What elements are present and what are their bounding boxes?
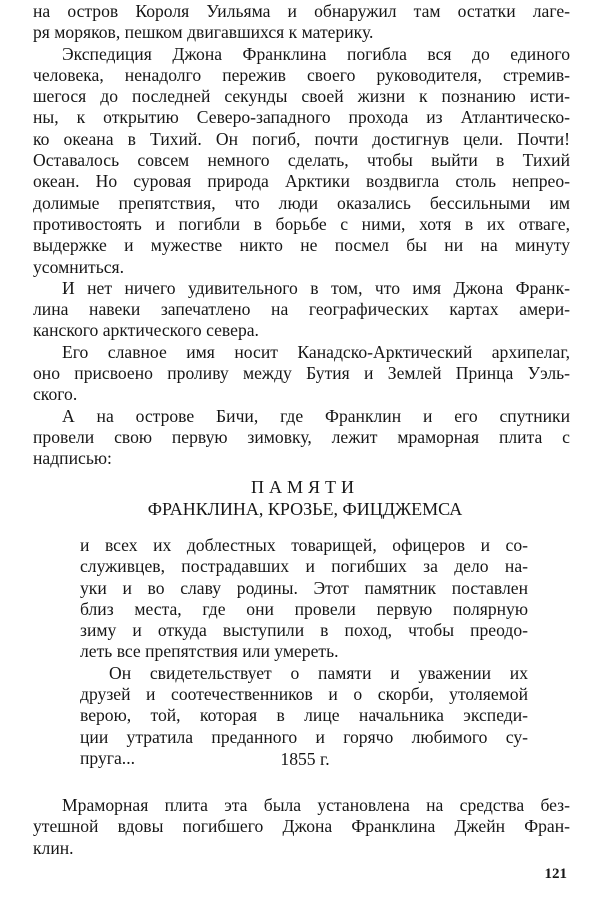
text-line: шегося до последней секунды своей жизни к познанию исти- xyxy=(33,86,570,107)
text-line: долимые препятствия, что люди оказались бессильными им xyxy=(33,192,570,213)
text-line: уки и во славу родины. Этот памятник поставлен xyxy=(80,577,528,598)
inscription-subheading: ФРАНКЛИНА, КРОЗЬЕ, ФИЦДЖЕМСА xyxy=(147,499,463,519)
text-line: провели свою первую зимовку, лежит мраморная плита с xyxy=(33,426,570,447)
text-line: океан. Но суровая природа Арктики воздвигла столь непрео- xyxy=(33,171,570,192)
text-line: надписью: xyxy=(33,448,112,469)
text-line: ны, к открытию Северо-западного прохода из Атлантическо- xyxy=(33,107,570,128)
text-line: ря моряков, пешком двигавшихся к материку. xyxy=(33,22,374,43)
body-text-top xyxy=(33,1,570,470)
inscription-heading: ПАМЯТИ xyxy=(250,477,359,497)
text-line: канского арктического севера. xyxy=(33,320,259,341)
text-line: леть все препятствия или умереть. xyxy=(80,641,339,662)
text-line: выдержке и мужестве никто не посмел бы ни на минуту xyxy=(33,235,570,256)
text-line: Мраморная плита эта была установлена на средства без- xyxy=(62,795,570,815)
text-line: и всех их доблестных товарищей, офицеров и со- xyxy=(80,535,528,555)
text-line: человека, ненадолго пережив своего руководителя, стремив- xyxy=(33,64,570,85)
text-line: ского. xyxy=(33,384,78,405)
text-line: Экспедиция Джона Франклина погибла вся до единого xyxy=(62,43,570,64)
text-line: на остров Короля Уильяма и обнаружил там остатки лаге- xyxy=(33,1,570,21)
text-line: лина навеки запечатлено на географических картах амери- xyxy=(33,299,570,320)
text-line: оно присвоено проливу между Бутия и Землей Принца Уэль- xyxy=(33,363,570,384)
text-line: Он свидетельствует о памяти и уважении их xyxy=(109,662,528,683)
text-line: ции утратила преданного и горячо любимого су- xyxy=(80,726,528,747)
text-line: клин. xyxy=(33,837,74,858)
text-line: Его славное имя носит Канадско-Арктический архипелаг, xyxy=(62,341,570,362)
text-line: ко океана в Тихий. Он погиб, почти достигнув цели. Почти! xyxy=(33,128,570,149)
text-line: пруга... xyxy=(80,747,135,768)
text-line: И нет ничего удивительного в том, что имя Джона Франк- xyxy=(62,277,570,298)
text-line: служивцев, пострадавших и погибших за дело на- xyxy=(80,556,528,577)
text-line: верою, той, которая в лице начальника экспеди- xyxy=(80,705,528,726)
text-line: А на острове Бичи, где Франклин и его спутники xyxy=(62,405,570,426)
text-line: противостоять и погибли в борьбе с ними, хотя в их отваге, xyxy=(33,213,570,234)
text-line: друзей и соотечественников и о скорби, утоляемой xyxy=(80,684,528,705)
body-text-bottom xyxy=(33,795,570,859)
text-line: утешной вдовы погибшего Джона Франклина Джейн Фран- xyxy=(33,816,570,837)
inscription-text xyxy=(80,535,528,769)
inscription-year: 1855 г. xyxy=(280,749,330,769)
text-line: Оставалось совсем немного сделать, чтобы выйти в Тихий xyxy=(33,150,570,171)
text-line: близ места, где они провели первую полярную xyxy=(80,598,528,619)
page-number: 121 xyxy=(544,866,567,882)
text-line: усомниться. xyxy=(33,256,125,277)
text-line: зиму и откуда выступили в поход, чтобы преодо- xyxy=(80,620,528,641)
